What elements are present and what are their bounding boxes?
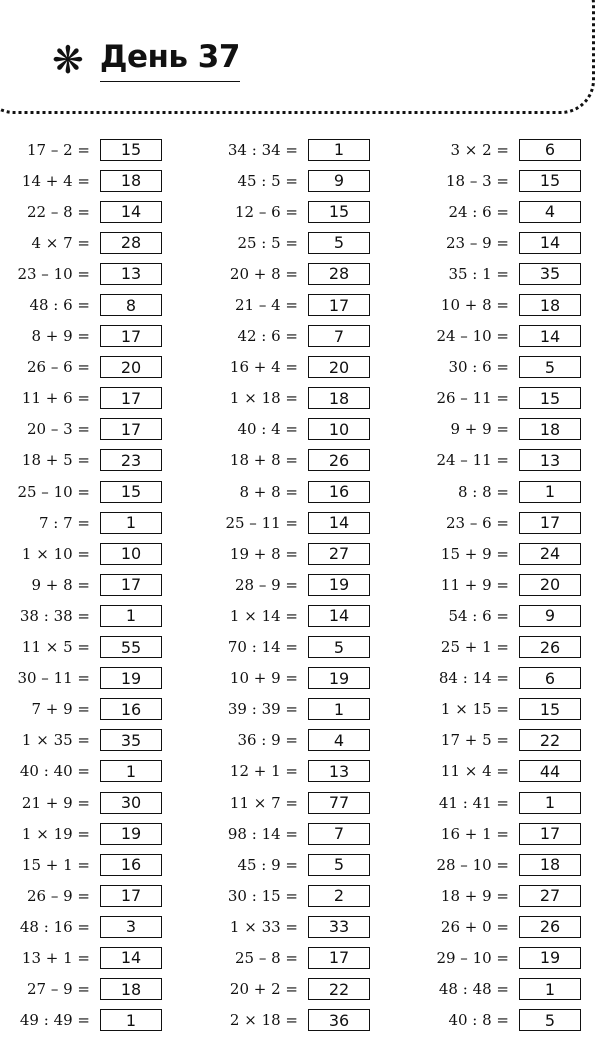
answer-box[interactable]: 22: [308, 978, 370, 1000]
exercise-row: [0, 725, 162, 756]
exercise-row: [419, 258, 581, 289]
exercise-row: [419, 507, 581, 538]
answer-box[interactable]: 23: [100, 449, 162, 471]
answer-box[interactable]: 15: [308, 201, 370, 223]
exercise-row: [0, 383, 162, 414]
exercise-expression: 11 × 4 =: [440, 762, 509, 781]
exercise-expression: 41 : 41 =: [438, 793, 509, 812]
exercise-expression: 20 + 2 =: [229, 980, 298, 999]
exercise-expression: 1 × 18 =: [229, 389, 298, 408]
answer-box[interactable]: 18: [519, 418, 581, 440]
answer-box[interactable]: 5: [308, 636, 370, 658]
exercise-row: [208, 134, 370, 165]
exercise-expression: 9 + 9 =: [450, 420, 509, 439]
exercise-expression: 45 : 5 =: [237, 171, 298, 190]
answer-box[interactable]: 5: [519, 1009, 581, 1031]
answer-box[interactable]: 17: [100, 574, 162, 596]
exercise-expression: 26 – 6 =: [26, 358, 90, 377]
exercise-expression: 12 – 6 =: [234, 202, 298, 221]
answer-box[interactable]: 28: [308, 263, 370, 285]
exercise-row: [419, 569, 581, 600]
exercise-expression: 8 : 8 =: [457, 482, 509, 501]
exercise-expression: 24 : 6 =: [448, 202, 509, 221]
answer-box[interactable]: 26: [519, 636, 581, 658]
answer-box[interactable]: 15: [100, 481, 162, 503]
exercise-expression: 40 : 8 =: [448, 1011, 509, 1030]
answer-box[interactable]: 26: [308, 449, 370, 471]
exercise-expression: 30 – 11 =: [17, 669, 90, 688]
exercise-expression: 21 + 9 =: [21, 793, 90, 812]
exercise-expression: 8 + 8 =: [239, 482, 298, 501]
exercise-row: [0, 600, 162, 631]
exercise-row: [419, 632, 581, 663]
answer-box[interactable]: 19: [519, 947, 581, 969]
exercise-column-3: [419, 134, 581, 1036]
exercise-expression: 7 : 7 =: [38, 513, 90, 532]
answer-box[interactable]: 14: [308, 512, 370, 534]
exercise-expression: 39 : 39 =: [227, 700, 298, 719]
exercise-row: [419, 196, 581, 227]
answer-box[interactable]: 1: [519, 978, 581, 1000]
exercise-row: [0, 787, 162, 818]
answer-box[interactable]: 13: [308, 760, 370, 782]
exercise-row: [0, 445, 162, 476]
answer-box[interactable]: 17: [308, 294, 370, 316]
answer-box[interactable]: 1: [519, 481, 581, 503]
exercise-row: [0, 538, 162, 569]
answer-box[interactable]: 35: [100, 729, 162, 751]
exercise-row: [208, 321, 370, 352]
answer-box[interactable]: 19: [100, 823, 162, 845]
exercise-row: [208, 880, 370, 911]
exercise-expression: 27 – 9 =: [26, 980, 90, 999]
exercise-row: [0, 663, 162, 694]
answer-box[interactable]: 18: [308, 387, 370, 409]
exercise-row: [0, 289, 162, 320]
exercise-row: [0, 818, 162, 849]
answer-box[interactable]: 14: [519, 232, 581, 254]
exercise-expression: 28 – 10 =: [436, 855, 509, 874]
page-title: [52, 34, 240, 86]
exercise-row: [419, 849, 581, 880]
answer-box[interactable]: 13: [100, 263, 162, 285]
answer-box[interactable]: 17: [100, 325, 162, 347]
exercise-row: [208, 756, 370, 787]
exercise-row: [419, 694, 581, 725]
answer-box[interactable]: 35: [519, 263, 581, 285]
exercise-row: [208, 196, 370, 227]
answer-box[interactable]: 24: [519, 543, 581, 565]
answer-box[interactable]: 9: [308, 170, 370, 192]
answer-box[interactable]: 19: [308, 574, 370, 596]
answer-box[interactable]: 18: [100, 170, 162, 192]
answer-box[interactable]: 17: [100, 418, 162, 440]
exercise-row: [0, 414, 162, 445]
exercise-expression: 17 + 5 =: [440, 731, 509, 750]
exercise-column-2: [208, 134, 370, 1036]
exercise-expression: 40 : 4 =: [237, 420, 298, 439]
answer-box[interactable]: 15: [519, 698, 581, 720]
exercise-row: [208, 507, 370, 538]
exercise-row: [208, 258, 370, 289]
exercise-expression: 11 + 9 =: [440, 575, 509, 594]
exercise-row: [0, 507, 162, 538]
exercise-row: [419, 818, 581, 849]
exercise-expression: 26 – 11 =: [436, 389, 509, 408]
exercise-row: [419, 663, 581, 694]
exercise-expression: 1 × 10 =: [21, 544, 90, 563]
exercise-expression: 1 × 19 =: [21, 824, 90, 843]
exercise-row: [419, 942, 581, 973]
exercise-row: [208, 694, 370, 725]
answer-box[interactable]: 6: [519, 667, 581, 689]
day-title: День 37: [100, 39, 240, 82]
answer-box[interactable]: 17: [519, 823, 581, 845]
exercise-row: [208, 476, 370, 507]
answer-box[interactable]: 20: [100, 356, 162, 378]
answer-box[interactable]: 14: [308, 605, 370, 627]
exercise-expression: 48 : 6 =: [29, 296, 90, 315]
exercise-row: [419, 414, 581, 445]
exercise-expression: 28 – 9 =: [234, 575, 298, 594]
answer-box[interactable]: 14: [100, 201, 162, 223]
answer-box[interactable]: 15: [100, 139, 162, 161]
exercise-row: [0, 756, 162, 787]
exercise-row: [208, 383, 370, 414]
exercise-expression: 11 × 7 =: [229, 793, 298, 812]
answer-box[interactable]: 1: [308, 139, 370, 161]
exercise-expression: 24 – 10 =: [436, 327, 509, 346]
exercise-expression: 21 – 4 =: [234, 296, 298, 315]
exercise-row: [0, 911, 162, 942]
exercise-row: [208, 165, 370, 196]
answer-box[interactable]: 17: [308, 947, 370, 969]
exercise-row: [0, 632, 162, 663]
exercise-expression: 48 : 48 =: [438, 980, 509, 999]
exercise-row: [419, 538, 581, 569]
exercise-row: [0, 258, 162, 289]
answer-box[interactable]: 19: [100, 667, 162, 689]
exercise-expression: 70 : 14 =: [227, 638, 298, 657]
exercise-expression: 11 × 5 =: [21, 638, 90, 657]
answer-box[interactable]: 17: [519, 512, 581, 534]
exercise-row: [0, 227, 162, 258]
exercise-expression: 15 + 1 =: [21, 855, 90, 874]
exercise-expression: 22 – 8 =: [26, 202, 90, 221]
answer-box[interactable]: 18: [519, 854, 581, 876]
exercise-row: [419, 600, 581, 631]
exercise-expression: 29 – 10 =: [436, 948, 509, 967]
exercise-expression: 1 × 35 =: [21, 731, 90, 750]
exercise-expression: 48 : 16 =: [19, 917, 90, 936]
snowflake-icon: ❋: [52, 38, 84, 82]
exercise-expression: 84 : 14 =: [438, 669, 509, 688]
exercise-expression: 23 – 6 =: [445, 513, 509, 532]
exercise-expression: 49 : 49 =: [19, 1011, 90, 1030]
exercise-expression: 16 + 1 =: [440, 824, 509, 843]
exercise-expression: 20 + 8 =: [229, 264, 298, 283]
exercise-row: [0, 476, 162, 507]
exercise-expression: 26 – 9 =: [26, 886, 90, 905]
exercise-expression: 18 + 9 =: [440, 886, 509, 905]
exercise-row: [0, 352, 162, 383]
exercise-expression: 98 : 14 =: [227, 824, 298, 843]
exercise-row: [419, 756, 581, 787]
answer-box[interactable]: 1: [100, 1009, 162, 1031]
exercise-expression: 54 : 6 =: [448, 606, 509, 625]
answer-box[interactable]: 5: [519, 356, 581, 378]
exercise-expression: 10 + 8 =: [440, 296, 509, 315]
exercise-column-1: [0, 134, 162, 1036]
answer-box[interactable]: 5: [308, 854, 370, 876]
answer-box[interactable]: 55: [100, 636, 162, 658]
exercise-row: [208, 445, 370, 476]
answer-box[interactable]: 15: [519, 170, 581, 192]
exercise-row: [208, 663, 370, 694]
answer-box[interactable]: 1: [100, 605, 162, 627]
exercise-expression: 19 + 8 =: [229, 544, 298, 563]
exercise-row: [208, 227, 370, 258]
exercise-expression: 10 + 9 =: [229, 669, 298, 688]
exercise-row: [208, 849, 370, 880]
exercise-row: [208, 414, 370, 445]
answer-box[interactable]: 27: [308, 543, 370, 565]
answer-box[interactable]: 77: [308, 792, 370, 814]
exercise-expression: 4 × 7 =: [31, 233, 90, 252]
exercise-expression: 1 × 15 =: [440, 700, 509, 719]
answer-box[interactable]: 19: [308, 667, 370, 689]
exercise-row: [419, 911, 581, 942]
answer-box[interactable]: 20: [308, 356, 370, 378]
exercise-row: [419, 1005, 581, 1036]
exercise-row: [419, 725, 581, 756]
exercise-expression: 7 + 9 =: [31, 700, 90, 719]
answer-box[interactable]: 1: [100, 512, 162, 534]
exercise-expression: 24 – 11 =: [436, 451, 509, 470]
exercise-row: [419, 289, 581, 320]
answer-box[interactable]: 22: [519, 729, 581, 751]
answer-box[interactable]: 33: [308, 916, 370, 938]
answer-box[interactable]: 7: [308, 325, 370, 347]
exercise-row: [419, 476, 581, 507]
exercise-row: [0, 1005, 162, 1036]
exercise-expression: 14 + 4 =: [21, 171, 90, 190]
exercise-row: [208, 818, 370, 849]
answer-box[interactable]: 16: [100, 854, 162, 876]
exercise-row: [208, 974, 370, 1005]
exercise-row: [208, 911, 370, 942]
exercise-row: [419, 880, 581, 911]
exercise-row: [208, 1005, 370, 1036]
exercise-expression: 18 – 3 =: [445, 171, 509, 190]
answer-box[interactable]: 4: [308, 729, 370, 751]
exercise-row: [208, 942, 370, 973]
answer-box[interactable]: 9: [519, 605, 581, 627]
answer-box[interactable]: 8: [100, 294, 162, 316]
exercise-expression: 18 + 8 =: [229, 451, 298, 470]
exercise-row: [208, 600, 370, 631]
answer-box[interactable]: 1: [308, 698, 370, 720]
answer-box[interactable]: 18: [519, 294, 581, 316]
exercise-expression: 1 × 14 =: [229, 606, 298, 625]
answer-box[interactable]: 17: [100, 885, 162, 907]
answer-box[interactable]: 5: [308, 232, 370, 254]
answer-box[interactable]: 16: [100, 698, 162, 720]
exercise-expression: 17 – 2 =: [26, 140, 90, 159]
exercise-expression: 35 : 1 =: [448, 264, 509, 283]
exercise-row: [0, 849, 162, 880]
exercise-row: [0, 196, 162, 227]
answer-box[interactable]: 15: [519, 387, 581, 409]
exercise-row: [419, 787, 581, 818]
exercise-row: [208, 289, 370, 320]
answer-box[interactable]: 14: [519, 325, 581, 347]
exercise-expression: 42 : 6 =: [237, 327, 298, 346]
exercise-expression: 8 + 9 =: [31, 327, 90, 346]
exercise-expression: 40 : 40 =: [19, 762, 90, 781]
exercise-expression: 25 + 1 =: [440, 638, 509, 657]
answer-box[interactable]: 1: [100, 760, 162, 782]
exercise-expression: 20 – 3 =: [26, 420, 90, 439]
answer-box[interactable]: 16: [308, 481, 370, 503]
answer-box[interactable]: 10: [100, 543, 162, 565]
exercise-row: [0, 880, 162, 911]
exercise-row: [419, 134, 581, 165]
answer-box[interactable]: 7: [308, 823, 370, 845]
exercise-expression: 23 – 9 =: [445, 233, 509, 252]
answer-box[interactable]: 36: [308, 1009, 370, 1031]
exercise-row: [419, 165, 581, 196]
answer-box[interactable]: 44: [519, 760, 581, 782]
exercise-row: [0, 321, 162, 352]
exercise-expression: 38 : 38 =: [19, 606, 90, 625]
exercise-expression: 25 – 10 =: [17, 482, 90, 501]
exercise-expression: 45 : 9 =: [237, 855, 298, 874]
exercise-expression: 30 : 15 =: [227, 886, 298, 905]
exercise-row: [419, 974, 581, 1005]
exercise-expression: 18 + 5 =: [21, 451, 90, 470]
answer-box[interactable]: 17: [100, 387, 162, 409]
exercise-expression: 2 × 18 =: [229, 1011, 298, 1030]
exercise-expression: 30 : 6 =: [448, 358, 509, 377]
answer-box[interactable]: 27: [519, 885, 581, 907]
answer-box[interactable]: 4: [519, 201, 581, 223]
exercise-row: [208, 632, 370, 663]
answer-box[interactable]: 10: [308, 418, 370, 440]
exercise-row: [0, 569, 162, 600]
exercise-expression: 16 + 4 =: [229, 358, 298, 377]
answer-box[interactable]: 3: [100, 916, 162, 938]
answer-box[interactable]: 13: [519, 449, 581, 471]
answer-box[interactable]: 30: [100, 792, 162, 814]
exercise-expression: 12 + 1 =: [229, 762, 298, 781]
exercise-row: [208, 787, 370, 818]
exercise-row: [419, 383, 581, 414]
answer-box[interactable]: 18: [100, 978, 162, 1000]
exercise-expression: 1 × 33 =: [229, 917, 298, 936]
exercise-expression: 25 : 5 =: [237, 233, 298, 252]
exercise-expression: 3 × 2 =: [450, 140, 509, 159]
exercise-expression: 13 + 1 =: [21, 948, 90, 967]
exercise-row: [419, 352, 581, 383]
exercise-row: [208, 725, 370, 756]
answer-box[interactable]: 28: [100, 232, 162, 254]
exercise-expression: 11 + 6 =: [21, 389, 90, 408]
exercise-expression: 34 : 34 =: [227, 140, 298, 159]
exercise-expression: 23 – 10 =: [17, 264, 90, 283]
exercise-row: [208, 569, 370, 600]
answer-box[interactable]: 6: [519, 139, 581, 161]
exercise-row: [0, 942, 162, 973]
exercise-expression: 9 + 8 =: [31, 575, 90, 594]
exercise-row: [0, 974, 162, 1005]
exercise-expression: 25 – 11 =: [225, 513, 298, 532]
exercise-expression: 26 + 0 =: [440, 917, 509, 936]
exercise-expression: 25 – 8 =: [234, 948, 298, 967]
answer-box[interactable]: 26: [519, 916, 581, 938]
answer-box[interactable]: 14: [100, 947, 162, 969]
answer-box[interactable]: 20: [519, 574, 581, 596]
exercise-row: [419, 227, 581, 258]
exercise-row: [208, 538, 370, 569]
exercise-row: [208, 352, 370, 383]
exercise-expression: 36 : 9 =: [237, 731, 298, 750]
answer-box[interactable]: 1: [519, 792, 581, 814]
exercise-row: [419, 321, 581, 352]
exercise-expression: 15 + 9 =: [440, 544, 509, 563]
exercise-row: [0, 134, 162, 165]
exercise-row: [0, 694, 162, 725]
exercise-row: [0, 165, 162, 196]
answer-box[interactable]: 2: [308, 885, 370, 907]
exercise-row: [419, 445, 581, 476]
